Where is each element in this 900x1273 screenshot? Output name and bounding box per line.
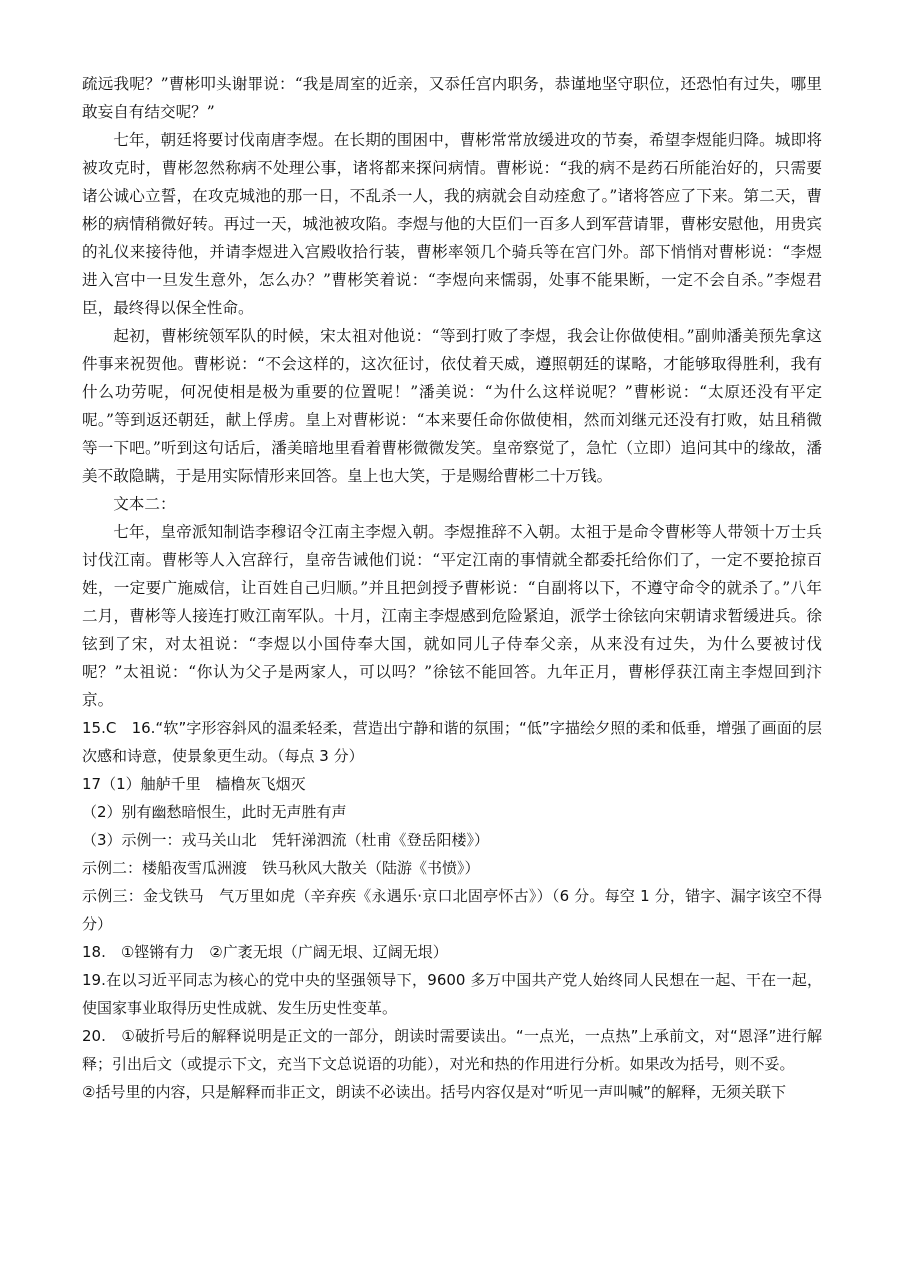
answer-17-3: （3）示例一：戎马关山北 凭轩涕泗流（杜甫《登岳阳楼》）: [82, 831, 490, 849]
paragraph-text1-initially: 起初，曹彬统领军队的时候，宋太祖对他说：“等到打败了李煜，我会让你做使相。”副帅潘美预先拿这件事来祝贺他。曹彬说：“不会这样的，这次征讨，依仗着天威，遵照朝廷的谋略，才能够取得胜利，我有什么功劳呢，何况使相是极为重要的位置呢！”潘美说：“为什么这样说呢？”曹彬说：“太原还没有平定呢。”等到返还朝廷，献上俘虏。皇上对曹彬说：“本来要任命你做使相，然而刘继元还没有打败，姑且稍微等一下吧。”听到这句话后，潘美暗地里看着曹彬微微发笑。皇帝察觉了，急忙（立即）追问其中的缘故，潘美不敢隐瞒，于是用实际情形来回答。皇上也大笑，于是赐给曹彬二十万钱。: [82, 327, 822, 485]
answer-20-part-1: 20. ①破折号后的解释说明是正文的一部分，朗读时需要读出。“一点光，一点热”上承前文，对“恩泽”进行解释；引出后文（或提示下文，充当下文总说语的功能），对光和热的作用进行分析。如果改为括号，则不妥。: [82, 1027, 822, 1073]
answer-17-example-2: 示例二：楼船夜雪瓜洲渡 铁马秋风大散关（陆游《书愤》）: [82, 859, 480, 877]
paragraph-text1-seventh-year: 七年，朝廷将要讨伐南唐李煜。在长期的围困中，曹彬常常放缓进攻的节奏，希望李煜能归降。城即将被攻克时，曹彬忽然称病不处理公事，诸将都来探问病情。曹彬说：“我的病不是药石所能治好的，只需要诸公诚心立誓，在攻克城池的那一日，不乱杀一人，我的病就会自动痊愈了。”诸将答应了下来。第二天，曹彬的病情稍微好转。再过一天，城池被攻陷。李煜与他的大臣们一百多人到军营请罪，曹彬安慰他，用贵宾的礼仪来接待他，并请李煜进入宫殿收拾行装，曹彬率领几个骑兵等在宫门外。部下悄悄对曹彬说：“李煜进入宫中一旦发生意外，怎么办？”曹彬笑着说：“李煜向来懦弱，处事不能果断，一定不会自杀。”李煜君臣，最终得以保全性命。: [82, 131, 822, 317]
answer-20-part-2: ②括号里的内容，只是解释而非正文，朗读不必读出。括号内容仅是对“听见一声叫喊”的解释，无须关联下: [82, 1083, 786, 1101]
answer-15-16: 15.C 16.“软”字形容斜风的温柔轻柔，营造出宁静和谐的氛围；“低”字描绘夕照的柔和低垂，增强了画面的层次感和诗意，使景象更生动。（每点 3 分）: [82, 719, 822, 765]
answer-18: 18. ①铿锵有力 ②广袤无垠（广阔无垠、辽阔无垠）: [82, 943, 448, 961]
document-page: [82, 70, 822, 1106]
answer-17-example-3: 示例三：金戈铁马 气万里如虎（辛弃疾《永遇乐·京口北固亭怀古》）（6 分。每空 1 分，错字、漏字该空不得分）: [82, 887, 822, 933]
answer-19: 19.在以习近平同志为核心的党中央的坚强领导下，9600 多万中国共产党人始终同人民想在一起、干在一起，使国家事业取得历史性成就、发生历史性变革。: [82, 971, 822, 1017]
answer-17-2: （2）别有幽愁暗恨生，此时无声胜有声: [82, 803, 347, 821]
paragraph-text1-continuation: 疏远我呢？”曹彬叩头谢罪说：“我是周室的近亲，又忝任宫内职务，恭谨地坚守职位，还恐怕有过失，哪里敢妄自有结交呢？”: [82, 75, 822, 121]
paragraph-text2: 七年，皇帝派知制诰李穆诏令江南主李煜入朝。李煜推辞不入朝。太祖于是命令曹彬等人带领十万士兵讨伐江南。曹彬等人入宫辞行，皇帝告诫他们说：“平定江南的事情就全都委托给你们了，一定不要抢掠百姓，一定要广施威信，让百姓自己归顺。”并且把剑授予曹彬说：“自副将以下，不遵守命令的就杀了。”八年二月，曹彬等人接连打败江南军队。十月，江南主李煜感到危险紧迫，派学士徐铉向宋朝请求暂缓进兵。徐铉到了宋，对太祖说：“李煜以小国侍奉大国，就如同儿子侍奉父亲，从来没有过失，为什么要被讨伐呢？”太祖说：“你认为父子是两家人，可以吗？”徐铉不能回答。九年正月，曹彬俘获江南主李煜回到汴京。: [82, 523, 822, 709]
answer-17-1: 17（1）舳舻千里 樯橹灰飞烟灭: [82, 775, 306, 793]
text2-heading: 文本二：: [113, 495, 176, 513]
